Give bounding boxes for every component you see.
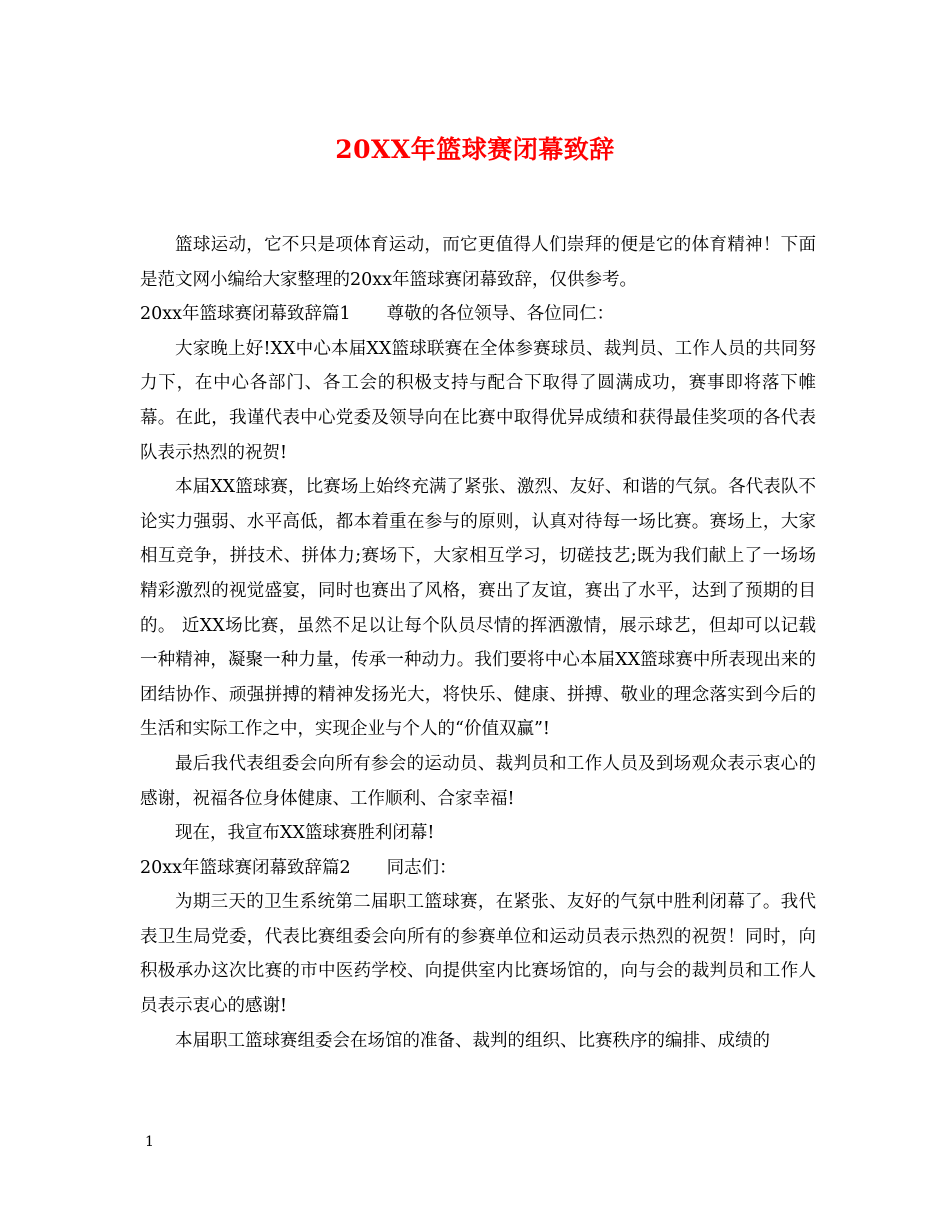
section-1-paragraph: 大家晚上好!XX中心本届XX篮球联赛在全体参赛球员、裁判员、工作人员的共同努力下，在中心各部门、各工会的积极支持与配合下取得了圆满成功，赛事即将落下帷幕。在此，我谨代表中心党委及领导向在比赛中取得优异成绩和获得最佳奖项的各代表队表示热烈的祝贺! — [140, 338, 816, 463]
section-2-salutation: 同志们： — [386, 857, 457, 878]
section-1-paragraph: 最后我代表组委会向所有参会的运动员、裁判员和工作人员及到场观众表示衷心的感谢，祝福各位身体健康、工作顺利、合家幸福! — [140, 753, 816, 809]
section-1-paragraph: 现在，我宣布XX篮球赛胜利闭幕! — [175, 823, 435, 844]
section-1-salutation: 尊敬的各位领导、各位同仁： — [386, 304, 615, 325]
section-1-paragraph: 本届XX篮球赛，比赛场上始终充满了紧张、激烈、友好、和谐的气氛。各代表队不论实力强弱、水平高低，都本着重在参与的原则，认真对待每一场比赛。赛场上，大家相互竞争，拼技术、拼体力;赛场下，大家相互学习，切磋技艺;既为我们献上了一场场精彩激烈的视觉盛宴，同时也赛出了风格，赛出了友谊，赛出了水平，达到了预期的目的。 近XX场比赛，虽然不足以让每个队员尽情的挥洒激情，展示球艺，但却可以记载一种精神，凝聚一种力量，传承一种动力。我们要将中心本届XX篮球赛中所表现出来的团结协作、顽强拼搏的精神发扬光大，将快乐、健康、拼搏、敬业的理念落实到今后的生活和实际工作之中，实现企业与个人的“价值双赢”! — [140, 477, 816, 740]
page-number: 1 — [145, 1134, 154, 1150]
document-body — [140, 228, 816, 1058]
section-2-heading-line — [140, 851, 816, 886]
section-2-paragraph: 本届职工篮球赛组委会在场馆的准备、裁判的组织、比赛秩序的编排、成绩的 — [175, 1030, 770, 1051]
section-1-heading: 20xx年篮球赛闭幕致辞篇1 — [140, 304, 351, 325]
document-title: 20XX年篮球赛闭幕致辞 — [335, 135, 615, 164]
section-2-heading: 20xx年篮球赛闭幕致辞篇2 — [140, 857, 351, 878]
intro-paragraph: 篮球运动，它不只是项体育运动，而它更值得人们崇拜的便是它的体育精神！下面是范文网小编给大家整理的20xx年篮球赛闭幕致辞，仅供参考。 — [140, 235, 816, 290]
section-1-heading-line — [140, 297, 816, 332]
section-2-paragraph: 为期三天的卫生系统第二届职工篮球赛，在紧张、友好的气氛中胜利闭幕了。我代表卫生局党委，代表比赛组委会向所有的参赛单位和运动员表示热烈的祝贺！同时，向积极承办这次比赛的市中医药学校、向提供室内比赛场馆的，向与会的裁判员和工作人员表示衷心的感谢! — [140, 892, 816, 1017]
